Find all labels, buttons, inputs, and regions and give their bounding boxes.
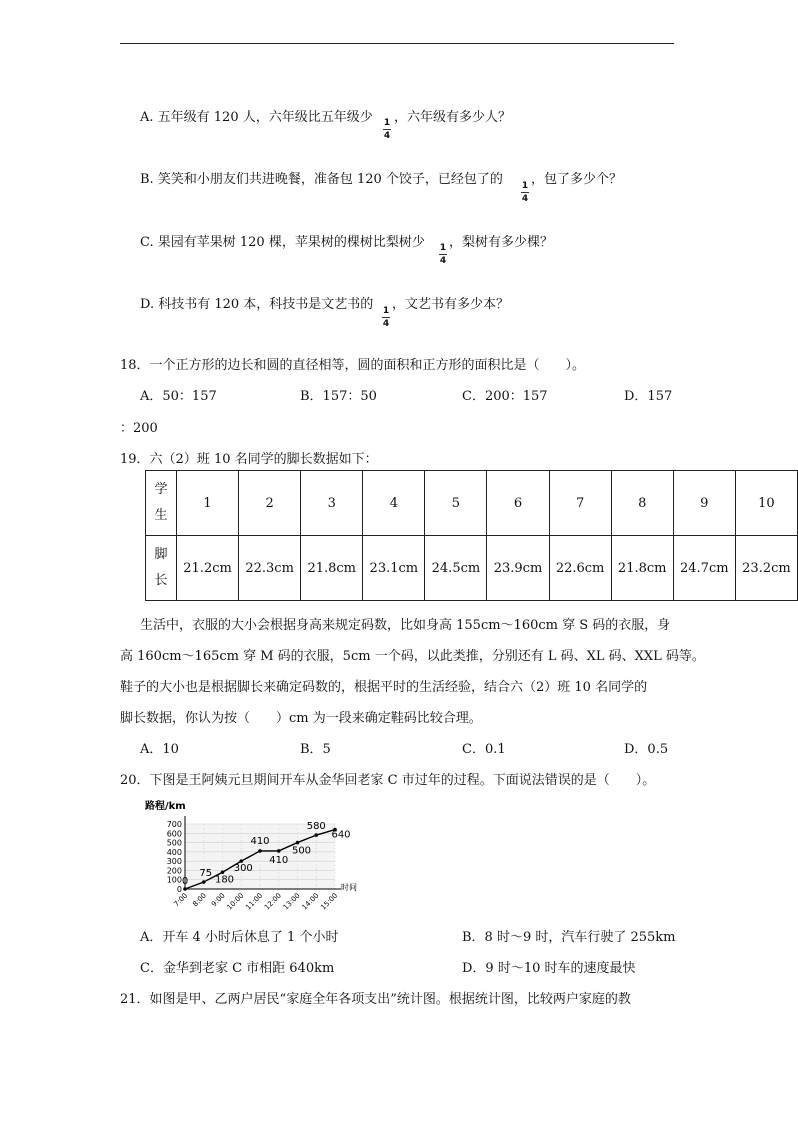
row-header-student: 学 生 (146, 471, 177, 536)
q20-option-d: D．9 时～10 时车的速度最快 (462, 961, 636, 976)
data-label: 500 (291, 845, 312, 857)
data-label: 410 (250, 835, 270, 847)
q18-option-b: B．157：50 (300, 389, 377, 404)
y-tick-label: 100 (166, 875, 182, 885)
data-point (277, 849, 281, 853)
data-label: 180 (214, 874, 235, 886)
foot-length-table (145, 470, 798, 601)
q18-option-a: A．50：157 (140, 389, 217, 404)
table-cell: 9 (673, 471, 735, 536)
q19-para-line-1: 生活中，衣服的大小会根据身高来规定码数，比如身高 155cm～160cm 穿 S 码的衣服，身 (140, 618, 671, 633)
q19-option-d: D．0.5 (624, 742, 669, 757)
x-tick-label: 11:00 (244, 891, 265, 912)
table-row-students (146, 471, 798, 536)
x-tick-label: 8:00 (191, 891, 208, 909)
table-cell: 4 (363, 471, 425, 536)
x-tick-label: 13:00 (281, 891, 302, 912)
x-tick-label: 15:00 (319, 891, 340, 912)
table-row-foot-length (146, 536, 798, 601)
q20-option-b: B．8 时～9 时，汽车行驶了 255km (462, 930, 676, 945)
option-text: A. 五年级有 120 人，六年级比五年级少 (140, 110, 373, 125)
table-cell: 6 (487, 471, 549, 536)
q17-option-b-tail: ，包了多少个？ (531, 172, 623, 187)
table-cell: 8 (611, 471, 673, 536)
q19-para-line-2: 高 160cm～165cm 穿 M 码的衣服，5cm 一个码，以此类推，分别还有 L 码、XL 码、XXL 码等。 (120, 649, 705, 664)
chart-ylabel: 路程/km (145, 801, 186, 812)
data-point (183, 887, 187, 891)
table-cell: 5 (425, 471, 487, 536)
data-label: 300 (233, 863, 253, 875)
q19-option-c: C．0.1 (462, 742, 506, 757)
q18-option-d: D．157 (624, 389, 673, 404)
x-tick-label: 7:00 (172, 891, 190, 909)
table-cell: 10 (735, 471, 797, 536)
data-point (314, 833, 318, 837)
y-tick-label: 300 (166, 857, 182, 867)
chart-xlabel: 时间 (341, 883, 357, 892)
data-label: 580 (306, 821, 326, 833)
data-label: 640 (331, 829, 351, 841)
data-point (296, 841, 300, 845)
fraction-one-quarter: 1 4 (521, 181, 529, 204)
y-tick-label: 0 (176, 885, 182, 894)
q17-option-a (140, 106, 373, 125)
q19-option-b: B．5 (300, 742, 331, 757)
q19-para-line-3: 鞋子的大小也是根据脚长来确定码数的，根据平时的生活经验，结合六（2）班 10 名同学的 (120, 680, 648, 695)
table-cell: 22.3cm (239, 536, 301, 601)
fraction-one-quarter: 1 4 (382, 306, 390, 329)
table-cell: 2 (239, 471, 301, 536)
x-tick-label: 14:00 (300, 891, 321, 912)
q17-option-c-tail: ，梨树有多少棵？ (449, 235, 554, 250)
table-cell: 21.8cm (301, 536, 363, 601)
table-cell: 1 (177, 471, 239, 536)
table-cell: 21.8cm (611, 536, 673, 601)
q20-option-a: A．开车 4 小时后休息了 1 个小时 (140, 930, 339, 945)
q18-option-c: C．200：157 (462, 389, 548, 404)
q17-option-c: C. 果园有苹果树 120 棵，苹果树的棵树比梨树少 (140, 235, 425, 250)
q17-option-b: B. 笑笑和小朋友们共进晚餐，准备包 120 个饺子，已经包了的 (140, 172, 503, 187)
table-cell: 7 (549, 471, 611, 536)
q17-option-a-tail: ，六年级有多少人？ (394, 110, 512, 125)
q21-stem: 21．如图是甲、乙两户居民“家庭全年各项支出”统计图。根据统计图，比较两户家庭的教 (120, 992, 631, 1007)
x-tick-label: 9:00 (209, 891, 227, 909)
q19-stem: 19．六（2）班 10 名同学的脚长数据如下： (120, 452, 378, 467)
q17-option-d-tail: ，文艺书有多少本？ (392, 297, 510, 312)
q18-stem: 18．一个正方形的边长和圆的直径相等，圆的面积和正方形的面积比是（ ）。 (120, 358, 586, 373)
table-cell: 24.5cm (425, 536, 487, 601)
x-tick-label: 10:00 (225, 891, 246, 912)
y-tick-label: 200 (166, 866, 182, 876)
table-cell: 22.6cm (549, 536, 611, 601)
data-point (202, 880, 206, 884)
q17-option-d: D. 科技书有 120 本，科技书是文艺书的 (140, 297, 374, 312)
table-cell: 24.7cm (673, 536, 735, 601)
y-tick-label: 500 (166, 838, 182, 848)
distance-time-chart (125, 797, 365, 912)
data-label: 75 (199, 868, 213, 880)
q18-option-d-cont: ：200 (120, 421, 158, 436)
data-point (258, 849, 262, 853)
header-rule (120, 43, 674, 44)
fraction-one-quarter: 1 4 (439, 243, 447, 266)
chart-y-ticks (167, 820, 182, 894)
table-cell: 23.2cm (735, 536, 797, 601)
y-tick-label: 700 (166, 820, 182, 829)
q19-para-line-4: 脚长数据，你认为按（ ）cm 为一段来确定鞋码比较合理。 (120, 711, 482, 726)
fraction-one-quarter: 1 4 (383, 118, 391, 141)
data-label: 410 (269, 854, 289, 866)
y-tick-label: 600 (166, 829, 182, 839)
table-cell: 21.2cm (177, 536, 239, 601)
data-label: 0 (181, 876, 189, 887)
x-tick-label: 12:00 (263, 891, 283, 912)
q20-option-c: C．金华到老家 C 市相距 640km (140, 961, 335, 976)
table-cell: 23.1cm (363, 536, 425, 601)
q20-stem: 20．下图是王阿姨元旦期间开车从金华回老家 C 市过年的过程。下面说法错误的是（ ）。 (120, 773, 656, 788)
y-tick-label: 400 (166, 847, 182, 857)
q19-option-a: A．10 (140, 742, 179, 757)
table-cell: 23.9cm (487, 536, 549, 601)
table-cell: 3 (301, 471, 363, 536)
chart-x-ticks (172, 892, 339, 912)
row-header-foot-length: 脚 长 (146, 536, 177, 601)
